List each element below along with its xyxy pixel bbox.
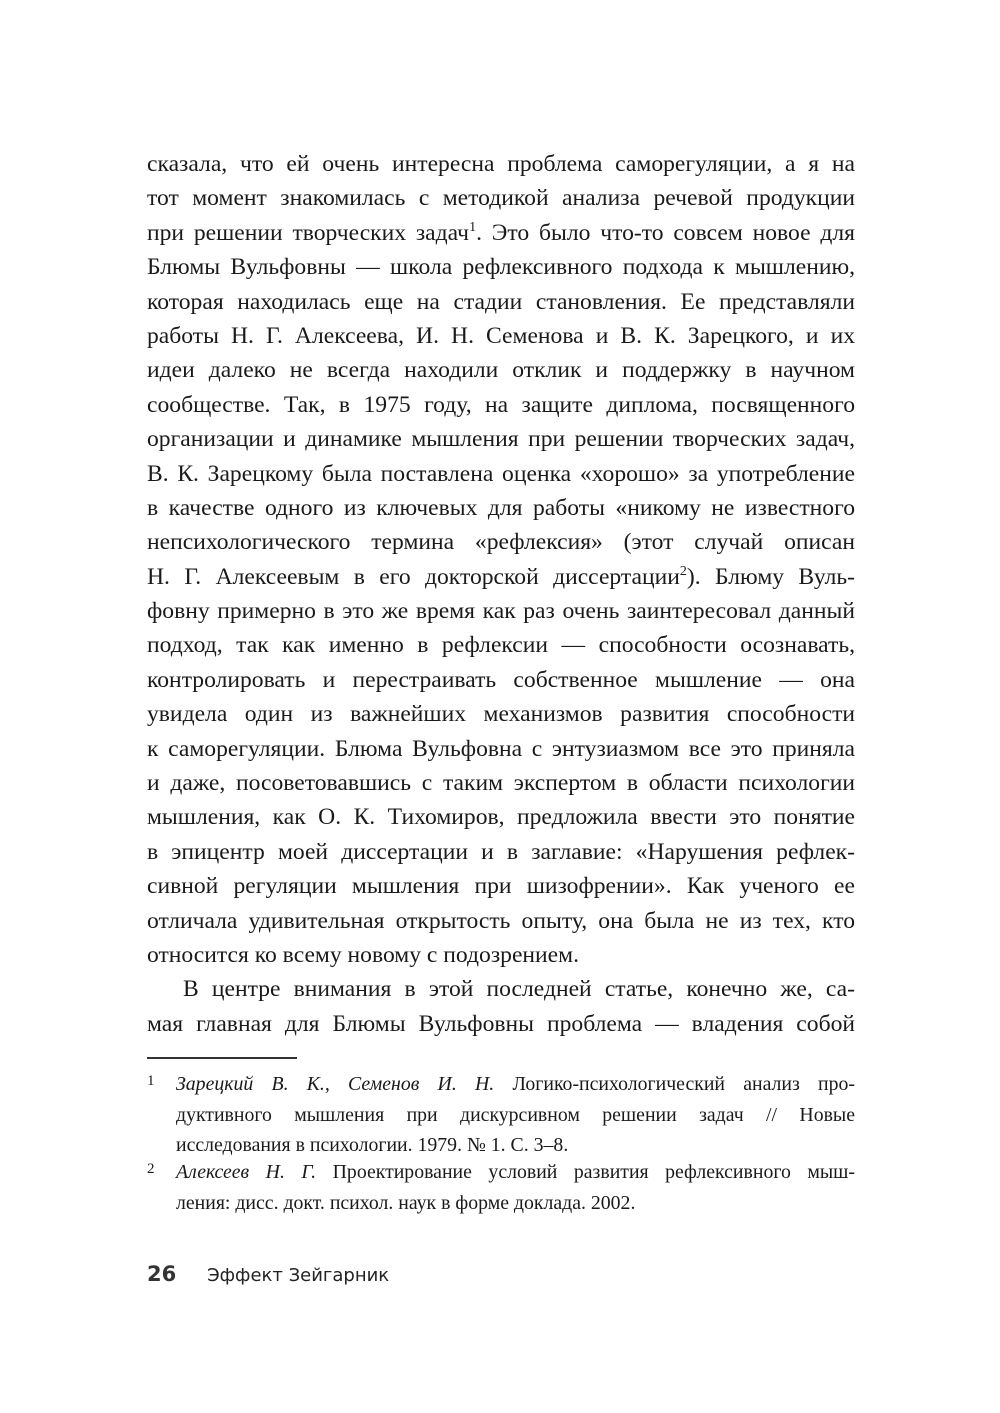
text-line: фовну примерно в это же время как раз очень заинтересовал данный xyxy=(147,598,855,625)
text-line: В. К. Зарецкому была поставлена оценка «хорошо» за употребление xyxy=(147,460,855,487)
text-segment: Н. Г. Алексеевым в его докторской диссертации xyxy=(147,563,680,590)
text-line: сказала, что ей очень интересна проблема саморегуляции, а я на xyxy=(147,151,855,177)
text-segment: при решении творческих задач xyxy=(147,219,470,246)
footnote-number: 2 xyxy=(147,1161,155,1177)
footnote-number: 1 xyxy=(147,1073,155,1089)
footnote-text xyxy=(176,1157,855,1218)
text-line: организации и динамике мышления при решении творческих задач, xyxy=(147,426,855,453)
footnote-text xyxy=(176,1069,855,1161)
footnote-author: Зарецкий В. К., Семенов И. Н. xyxy=(176,1073,495,1095)
footnote-line xyxy=(176,1069,855,1100)
text-line: в качестве одного из ключевых для работы «никому не известного xyxy=(147,494,855,521)
page-number: 26 xyxy=(147,1262,177,1286)
footnote-line xyxy=(176,1157,855,1188)
text-line: относится ко всему новому с подозрением. xyxy=(147,941,579,968)
footnote-line: ления: дисс. докт. психол. наук в форме доклада. 2002. xyxy=(176,1191,636,1214)
footnote-ref-2[interactable]: 2 xyxy=(679,563,687,579)
text-line xyxy=(147,560,855,594)
text-segment: . Это было что-то совсем новое для xyxy=(476,219,855,246)
text-line: подход, так как именно в рефлексии — способности осознавать, xyxy=(147,632,855,659)
running-title: Эффект Зейгарник xyxy=(207,1265,390,1286)
text-line: непсихологического термина «рефлексия» (этот случай описан xyxy=(147,529,855,556)
footnote-author: Алексеев Н. Г. xyxy=(176,1161,317,1183)
footnote-line: исследования в психологии. 1979. № 1. С. 3–8. xyxy=(176,1134,569,1156)
text-line: В центре внимания в этой последней статье, конечно же, са- xyxy=(183,976,855,1003)
footnote-ref-1[interactable]: 1 xyxy=(469,219,477,235)
text-line: и даже, посоветовавшись с таким экспертом в области психологии xyxy=(147,770,855,797)
text-line xyxy=(147,216,855,250)
text-segment: ). Блюму Вуль- xyxy=(686,563,856,590)
text-segment: Проектирование условий развития рефлексивного мыш- xyxy=(316,1161,855,1183)
text-line: тот момент знакомилась с методикой анализа речевой продукции xyxy=(147,185,855,212)
text-line: работы Н. Г. Алексеева, И. Н. Семенова и В. К. Зарецкого, и их xyxy=(147,322,855,349)
text-line: сообществе. Так, в 1975 году, на защите диплома, посвященного xyxy=(147,391,855,418)
text-line: мая главная для Блюмы Вульфовны проблема — владения собой xyxy=(147,1010,855,1037)
text-line: которая находилась еще на стадии становления. Ее представляли xyxy=(147,288,855,315)
text-line: контролировать и перестраивать собственное мышление — она xyxy=(147,666,855,693)
text-line: увидела один из важнейших механизмов развития способности xyxy=(147,701,855,728)
main-text xyxy=(147,147,855,1041)
text-line: сивной регуляции мышления при шизофрении». Как ученого ее xyxy=(147,873,855,900)
text-line: мышления, как О. К. Тихомиров, предложила ввести это понятие xyxy=(147,804,855,831)
text-line: к саморегуляции. Блюма Вульфовна с энтузиазмом все это приняла xyxy=(147,735,855,762)
footnote-separator xyxy=(147,1057,297,1059)
page-footer xyxy=(147,1262,389,1292)
text-line: в эпицентр моей диссертации и в заглавие: «Нарушения рефлек- xyxy=(147,838,855,865)
text-line: идеи далеко не всегда находили отклик и поддержку в научном xyxy=(147,357,855,384)
text-segment: Логико-психологический анализ про- xyxy=(494,1073,855,1095)
text-line: отличала удивительная открытость опыту, она была не из тех, кто xyxy=(147,907,855,934)
text-line: Блюмы Вульфовны — школа рефлексивного подхода к мышлению, xyxy=(147,254,855,281)
footnote-line: дуктивного мышления при дискурсивном решении задач // Новые xyxy=(176,1103,855,1126)
